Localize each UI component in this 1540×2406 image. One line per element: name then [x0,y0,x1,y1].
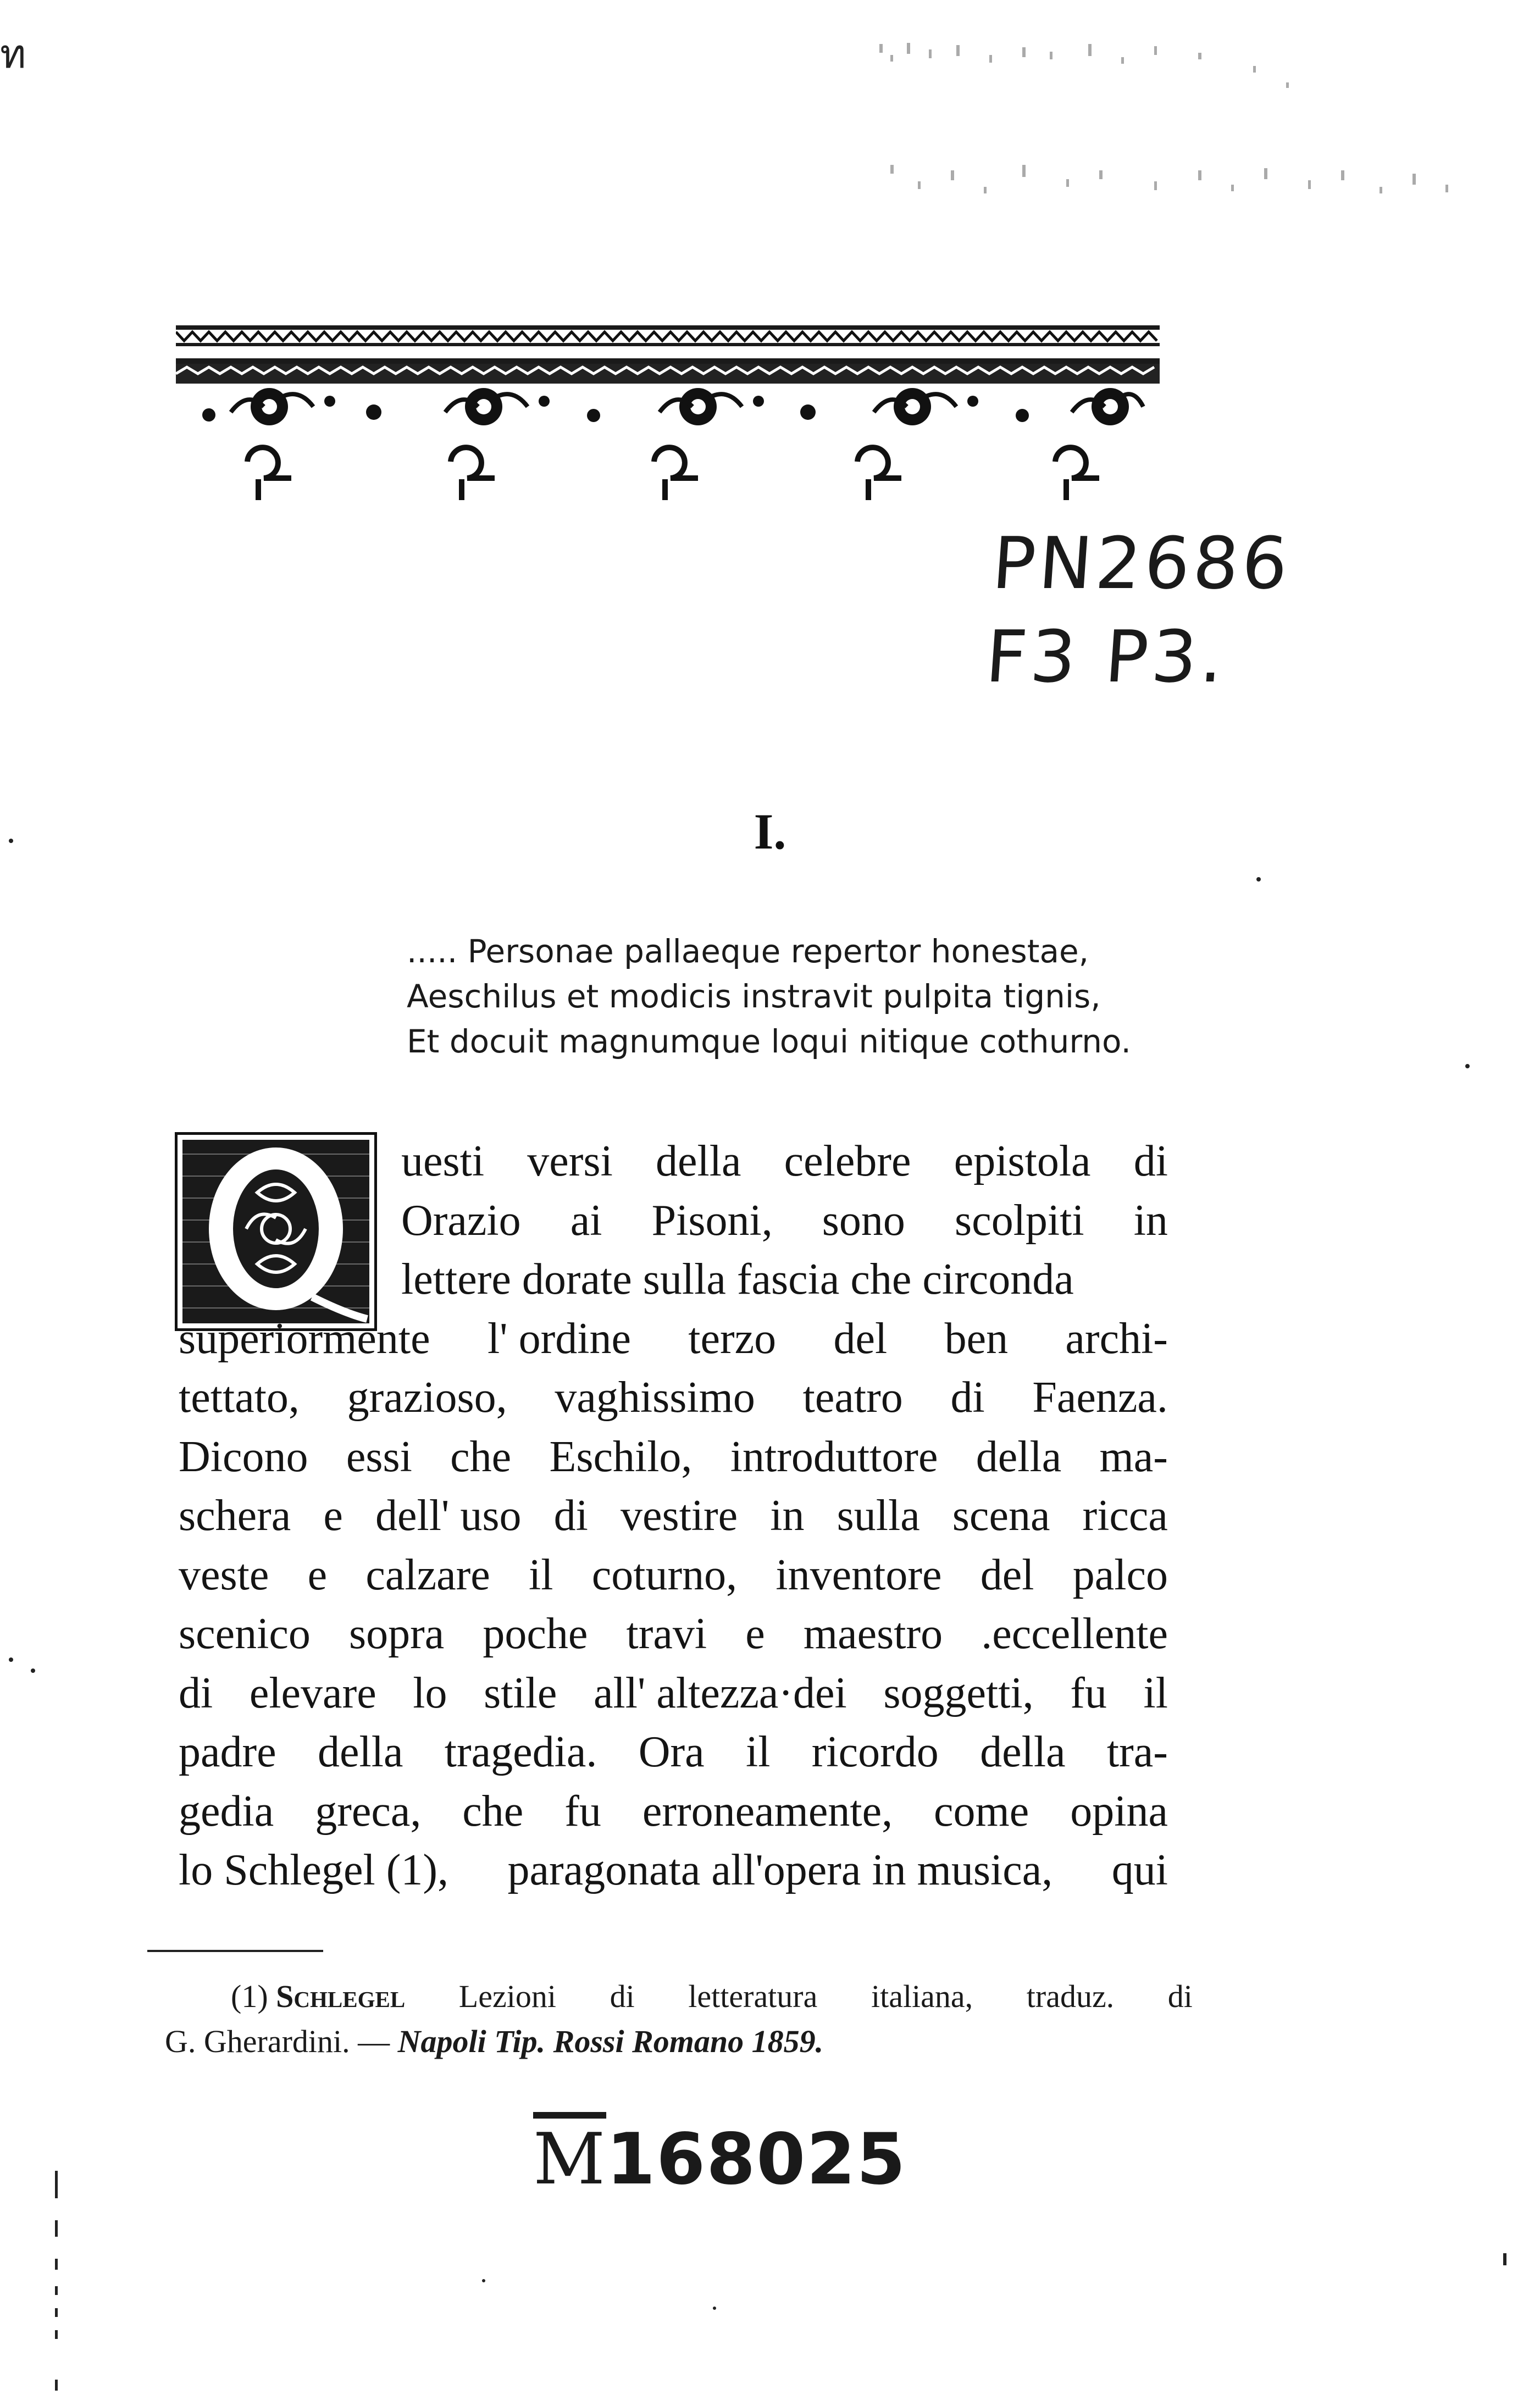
epigraph-line: ..... Personae pallaeque repertor honestae, [407,933,1089,970]
text-word: della [976,1432,1062,1481]
text-word: introduttore [730,1432,938,1481]
epigraph-line: Et docuit magnumque loqui nitique cothurno. [407,1023,1131,1060]
text-word: e [307,1550,328,1599]
text-word: Ora [638,1728,705,1776]
text-line [179,1841,1168,1900]
text-word: del [833,1314,888,1363]
text-word: il [1143,1668,1168,1717]
call-number-line-1: PN2686 [989,522,1294,605]
text-word: teatro [802,1373,903,1422]
text-word: dell' uso [375,1492,522,1540]
text-word: paragonata all'opera in musica, [507,1846,1053,1894]
footnote-marker: (1) [231,1978,268,2014]
text-word: coturno, [591,1550,738,1599]
text-word: archi- [1065,1314,1168,1363]
text-line [401,1132,1168,1191]
text-word: elevare [249,1668,376,1717]
text-word: ricca [1082,1492,1168,1540]
text-word: di [553,1492,588,1540]
text-word: scena [952,1492,1050,1540]
text-word: di [950,1373,985,1422]
text-word: sopra [349,1610,445,1658]
text-word: schera [179,1492,291,1540]
text-word: ma- [1099,1432,1168,1481]
footnote-publisher: Napoli Tip. Rossi Romano 1859. [397,2024,824,2059]
text-line [179,1368,1168,1428]
text-word: Eschilo, [549,1432,693,1481]
text-word: della [655,1137,741,1185]
footnote-word: traduz. [1026,1978,1115,2014]
text-word: all' altezza·dei [594,1668,847,1717]
footnote-divider [147,1950,323,1952]
text-word: della [980,1728,1066,1776]
text-word: versi [527,1137,613,1185]
text-word: tra- [1106,1728,1168,1776]
text-word: scenico [179,1610,311,1658]
chapter-number: I. [754,803,786,860]
text-word: della [317,1728,403,1776]
footnote-word: italiana, [871,1978,973,2014]
text-word: inventore [775,1550,942,1599]
text-word: che [450,1432,512,1481]
footnote-line-1 [165,1974,1193,2019]
text-word: ben [944,1314,1009,1363]
text-word: in [1133,1196,1168,1245]
text-word: in [770,1492,805,1540]
text-line [179,1310,1168,1369]
text-line [179,1546,1168,1605]
text-word: greca, [315,1787,422,1836]
text-word: erroneamente, [642,1787,893,1836]
text-line [179,1487,1168,1546]
text-word: come [934,1787,1029,1836]
text-word: superiormente [179,1314,430,1363]
text-word: epistola [954,1137,1091,1185]
text-line [179,1428,1168,1487]
epigraph [407,929,1193,1064]
footnote-word: letteratura [688,1978,818,2014]
stamp-number: 168025 [606,2119,907,2200]
text-word: lettere dorate sulla fascia che circonda [401,1255,1074,1304]
footnote-word: Lezioni [458,1978,556,2014]
text-word: celebre [784,1137,911,1185]
text-word: del [980,1550,1034,1599]
text-line [179,1782,1168,1842]
text-word: calzare [365,1550,490,1599]
text-word: di [179,1668,213,1717]
corner-handwritten-mark: ท [0,31,26,77]
scan-bleed-marks [868,33,1484,264]
body-paragraph [179,1132,1168,1900]
stamp-prefix: $\overline{M}$ [533,2119,607,2200]
text-word: essi [346,1432,412,1481]
footnote [165,1974,1193,2064]
handwritten-call-number [983,517,1359,703]
text-word: vestire [620,1492,738,1540]
text-word: vaghissimo [555,1373,755,1422]
library-accession-stamp [533,2119,918,2201]
text-word: travi [626,1610,707,1658]
text-word: qui [1111,1846,1168,1894]
text-word: il [745,1728,771,1776]
text-word: .eccellente [981,1610,1168,1658]
text-word: che [462,1787,524,1836]
footnote-translator: G. Gherardini. — [165,2024,398,2059]
text-word: Pisoni, [651,1196,773,1245]
text-line [401,1191,1168,1251]
call-number-line-2: F3 P3. [983,615,1229,698]
text-word: soggetti, [883,1668,1034,1717]
text-word: il [529,1550,553,1599]
text-word: sono [822,1196,905,1245]
text-word: uesti [401,1137,485,1185]
text-word: ai [570,1196,602,1245]
text-word: stile [484,1668,557,1717]
text-line [401,1250,1168,1310]
text-word: poche [483,1610,588,1658]
footnote-word: di [610,1978,635,2014]
text-word: l' ordine [487,1314,631,1363]
text-word: veste [179,1550,269,1599]
text-word: opina [1070,1787,1168,1836]
text-word: lo [413,1668,447,1717]
text-word: Orazio [401,1196,521,1245]
text-word: lo Schlegel (1), [179,1846,448,1894]
text-line [179,1664,1168,1723]
text-word: fu [564,1787,601,1836]
text-word: e [745,1610,765,1658]
text-word: ricordo [811,1728,939,1776]
epigraph-line: Aeschilus et modicis instravit pulpita tignis, [407,978,1101,1015]
text-word: maestro [803,1610,943,1658]
text-word: palco [1072,1550,1168,1599]
text-word: Faenza. [1032,1373,1168,1422]
text-word: fu [1070,1668,1107,1717]
text-word: grazioso, [347,1373,507,1422]
text-line [179,1723,1168,1782]
footnote-author: Schlegel [276,1978,406,2014]
text-word: padre [179,1728,276,1776]
text-word: Dicono [179,1432,308,1481]
text-word: tettato, [179,1373,300,1422]
footnote-head [231,1974,405,2019]
footnote-word: di [1167,1978,1193,2014]
text-word: sulla [837,1492,920,1540]
text-word: tragedia. [444,1728,597,1776]
footnote-line-2 [165,2019,1193,2064]
text-word: terzo [688,1314,777,1363]
decorative-header-ornament [176,319,1160,506]
text-word: scolpiti [955,1196,1084,1245]
text-word: di [1133,1137,1168,1185]
text-word: e [323,1492,343,1540]
text-line [179,1605,1168,1664]
text-word: gedia [179,1787,274,1836]
